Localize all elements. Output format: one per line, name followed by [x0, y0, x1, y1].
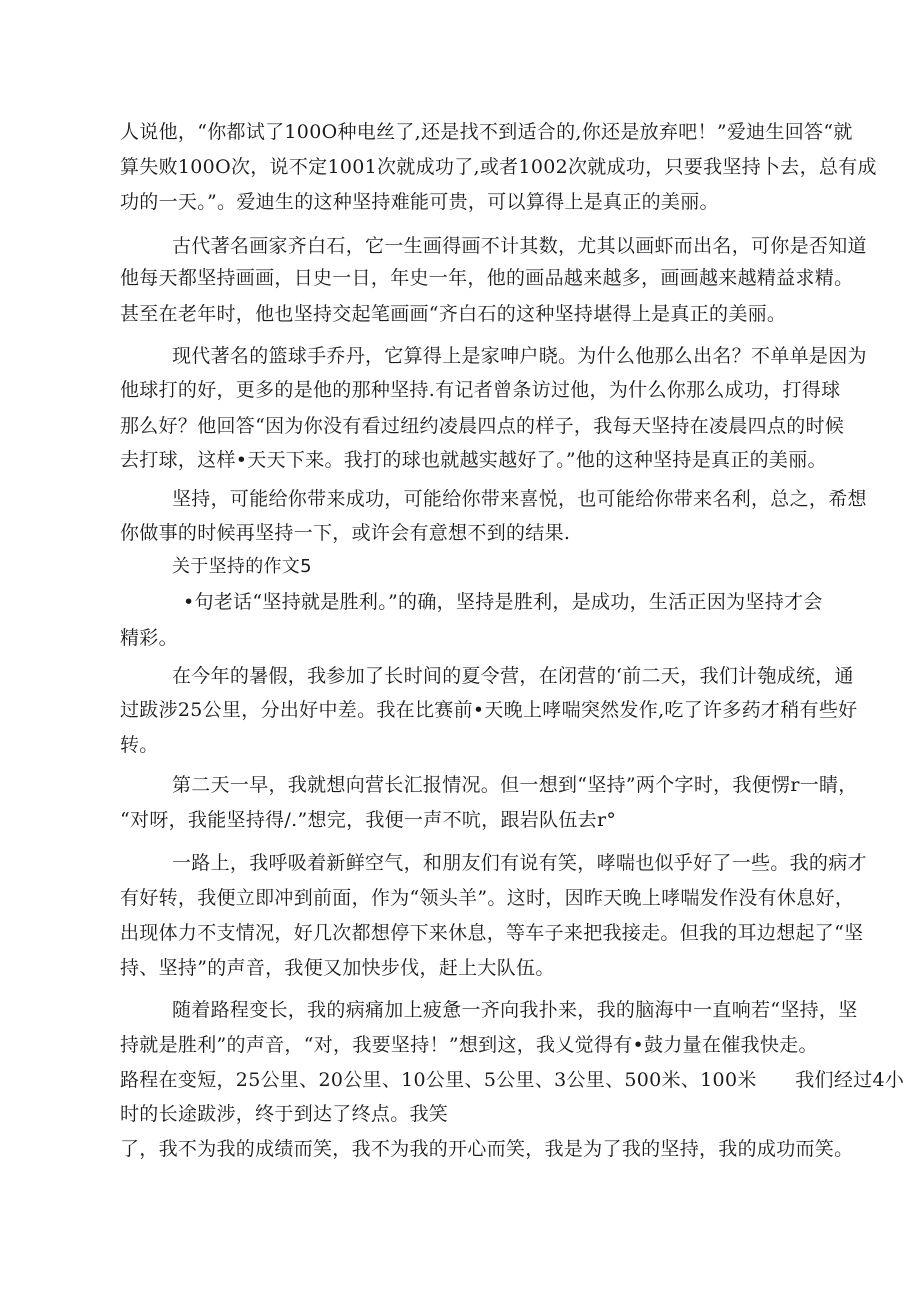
text-line: 第二天一早，我就想向营长汇报情况。但一想到“坚持”两个字时，我便愣r一睛， — [172, 774, 858, 796]
text-line: 出现体力不支情况，好几次都想停下来休息，等车子来把我接走。但我的耳边想起了“坚 — [120, 922, 864, 944]
text-line: 了，我不为我的成绩而笑，我不为我的开心而笑，我是为了我的坚持，我的成功而笑。 — [120, 1138, 854, 1160]
text-line: 持、坚持”的声音，我便又加快步伐，赶上大队伍。 — [120, 957, 555, 979]
text-line: 精彩。 — [120, 627, 178, 649]
text-line: “对呀，我能坚持得/.”想完，我便一声不吭，跟岩队伍去r° — [120, 809, 617, 831]
text-line: 有好转，我便立即冲到前面，作为“领头羊”。这时，因昨天晚上哮喘发作没有休息好， — [120, 887, 855, 909]
text-line: 转。 — [120, 734, 159, 756]
text-line: 坚持，可能给你带来成功，可能给你带来喜悦，也可能给你带来名利，总之，希想 — [172, 488, 867, 510]
text-line: 一路上，我呼吸着新鲜空气，和朋友们有说有笑，哮喘也似乎好了一些。我的病才 — [172, 852, 867, 874]
text-line: 他每天都坚持画画，日史一日，年史一年，他的画品越来越多，画画越来越精益求精。 — [120, 267, 854, 289]
text-line: 在今年的暑假，我参加了长时间的夏令营，在闭营的‘前二天，我们计匏成统，通 — [172, 665, 854, 687]
text-line: 过跋涉25公里，分出好中差。我在比赛前•天晚上哮喘突然发作,吃了许多药才稍有些好 — [120, 699, 858, 721]
text-line: 你做事的时候再坚持一下，或许会有意想不到的结果. — [120, 522, 571, 544]
text-line: 他球打的好，更多的是他的那种坚持.有记者曾条访过他，为什么你那么成功，打得球 — [120, 379, 841, 401]
section-heading: 关于坚持的作文5 — [172, 556, 312, 577]
text-line: •句老话“坚持就是胜利。”的确，坚持是胜利，是成功，生活正因为坚持才会 — [183, 591, 823, 613]
text-line: 随着路程变长，我的病痛加上疲惫一齐向我扑来，我的脑海中一直响若“坚持，坚 — [172, 999, 858, 1021]
text-line: 去打球，这样•天天下来。我打的球也就越实越好了。”他的这种坚持是真正的美丽。 — [120, 449, 827, 471]
text-line: 算失败100O次，说不定1001次就成功了,或者1002次就成功，只要我坚持卜去，总有成 — [120, 156, 877, 178]
text-line: 持就是胜利”的声音，“对，我要坚持！”想到这，我乂觉得有•鼓力量在催我快走。 — [120, 1034, 818, 1056]
text-line: 甚至在老年时，他也坚持交起笔画画“齐白石的这种坚持堪得上是真正的美丽。 — [120, 303, 787, 325]
text-line: 功的一天。”。爱迪生的这种坚持难能可贵，可以算得上是真正的美丽。 — [120, 191, 719, 213]
text-line: 古代著名画家齐白石，它一生画得画不计其数，尤其以画虾而出名，可你是否知道 — [172, 235, 867, 257]
text-line: 现代著名的篮球手乔丹，它算得上是家呻户晓。为什么他那么出名？不单单是因为 — [172, 345, 867, 367]
text-line: 时的长途跋涉，终于到达了终点。我笑 — [120, 1103, 449, 1125]
text-line: 人说他，“你都试了100O种电丝了,还是找不到适合的,你还是放弃吧！”爱迪生回答“就 — [120, 121, 853, 143]
text-line: 那么好？他回答“因为你没有看过纽约凌晨四点的样子，我每天坚持在凌晨四点的时候 — [120, 415, 845, 437]
text-line: 路程在变短，25公里、20公里、10公里、5公里、3公里、500米、100米 我们经过4小 — [120, 1069, 905, 1091]
